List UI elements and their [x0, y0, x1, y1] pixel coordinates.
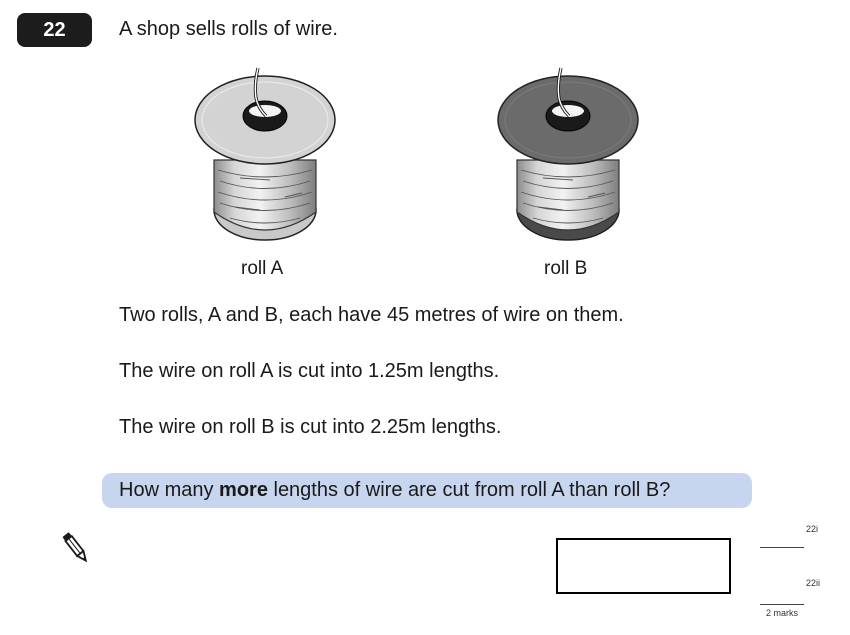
roll-b-label: roll B	[544, 258, 588, 279]
prompt-text-start: How many	[119, 479, 220, 501]
mark-code-1: 22i	[806, 524, 819, 534]
roll-b-image	[493, 60, 643, 245]
question-number-badge	[17, 13, 92, 47]
answer-box[interactable]	[556, 538, 731, 594]
info-line-3: The wire on roll B is cut into 2.25m lengths.	[119, 416, 502, 438]
prompt-bold-word: more	[219, 479, 268, 501]
question-intro: A shop sells rolls of wire.	[119, 18, 338, 40]
mark-code-2: 22ii	[806, 578, 821, 588]
question-prompt	[102, 473, 752, 508]
info-line-2: The wire on roll A is cut into 1.25m lengths.	[119, 360, 500, 382]
pencil-icon	[60, 530, 92, 566]
info-line-1: Two rolls, A and B, each have 45 metres of wire on them.	[119, 304, 624, 326]
prompt-text-end: lengths of wire are cut from roll A than roll B?	[267, 479, 671, 501]
question-number: 22	[43, 18, 66, 41]
mark-line-1	[760, 547, 804, 548]
mark-line-2	[760, 604, 804, 605]
marks-label: 2 marks	[766, 608, 799, 618]
roll-a-label: roll A	[241, 258, 284, 279]
roll-a-image	[190, 60, 340, 245]
